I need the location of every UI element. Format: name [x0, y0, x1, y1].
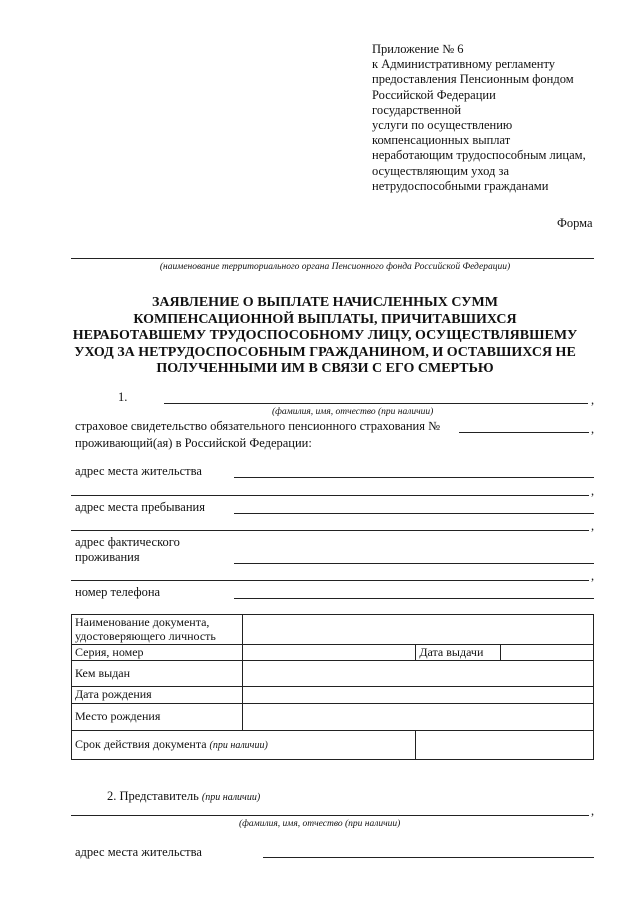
title-line: УХОД ЗА НЕТРУДОСПОСОБНЫМ ГРАЖДАНИНОМ, И ОСТАВШИХСЯ НЕ [74, 344, 576, 360]
doc-name-cell[interactable] [242, 615, 593, 645]
issued-by-cell[interactable] [242, 661, 593, 687]
birth-date-label: Дата рождения [72, 687, 243, 704]
validity-cell[interactable] [416, 731, 594, 760]
address-actual-field-2[interactable] [71, 580, 589, 581]
address-stay-field[interactable] [234, 513, 594, 514]
appendix-line: предоставления Пенсионным фондом [372, 72, 574, 87]
address-stay-field-2[interactable] [71, 530, 589, 531]
appendix-line: неработающим трудоспособным лицам, [372, 148, 586, 163]
title-line: НЕРАБОТАВШЕМУ ТРУДОСПОСОБНОМУ ЛИЦУ, ОСУЩЕСТВЛЯВШЕМУ [72, 328, 578, 343]
validity-label [72, 731, 416, 760]
representative-label [107, 789, 260, 804]
doc-name-label: Наименование документа, удостоверяющего личность [72, 615, 243, 645]
comma: , [591, 569, 595, 583]
series-cell[interactable] [242, 645, 416, 661]
phone-label: номер телефона [75, 585, 161, 599]
address-actual-label-2: проживания [75, 550, 140, 564]
comma: , [591, 519, 595, 533]
appendix-line: Российской Федерации [372, 87, 496, 102]
address-actual-field[interactable] [234, 563, 594, 564]
title-line: ПОЛУЧЕННЫМИ ИМ В СВЯЗИ С ЕГО СМЕРТЬЮ [156, 361, 494, 376]
issued-by-label: Кем выдан [72, 661, 243, 687]
table-row [72, 731, 594, 760]
table-row [72, 661, 594, 687]
comma: , [591, 422, 595, 436]
appendix-block [372, 42, 634, 194]
title-line: ЗАЯВЛЕНИЕ О ВЫПЛАТЕ НАЧИСЛЕННЫХ СУММ [152, 295, 498, 310]
residing-label: проживающий(ая) в Российской Федерации: [75, 436, 312, 450]
series-label: Серия, номер [72, 645, 243, 661]
birth-date-cell[interactable] [242, 687, 593, 704]
comma: , [591, 804, 595, 818]
appendix-line: компенсационных выплат [372, 133, 511, 148]
appendix-line: к Административному регламенту [372, 57, 556, 72]
address-residence-field-2[interactable] [71, 495, 589, 496]
comma: , [591, 393, 595, 407]
address-actual-label: адрес фактического [75, 535, 180, 549]
document-title [60, 295, 590, 378]
address-residence-field[interactable] [234, 477, 594, 478]
validity-note: (при наличии) [209, 739, 268, 751]
organ-name-field[interactable] [71, 258, 594, 259]
comma: , [591, 484, 595, 498]
birth-place-label: Место рождения [72, 704, 243, 731]
form-label: Форма [557, 216, 593, 230]
representative-text: 2. Представитель [107, 789, 199, 803]
appendix-line: услуги по осуществлению [372, 118, 513, 133]
identity-document-table [71, 614, 594, 760]
representative-address-field[interactable] [263, 857, 594, 858]
phone-field[interactable] [234, 598, 594, 599]
insurance-label: страховое свидетельство обязательного пенсионного страхования № [75, 419, 441, 433]
appendix-line: государственной [372, 102, 462, 117]
organ-name-note: (наименование территориального органа Пенсионного фонда Российской Федерации) [159, 262, 511, 272]
birth-place-cell[interactable] [242, 704, 593, 731]
address-residence-label: адрес места жительства [75, 464, 202, 478]
representative-fio-field[interactable] [71, 815, 589, 816]
issue-date-cell[interactable] [501, 645, 594, 661]
representative-fio-note: (фамилия, имя, отчество (при наличии) [239, 819, 401, 829]
table-row [72, 615, 594, 645]
table-row [72, 645, 594, 661]
validity-text: Срок действия документа [75, 736, 207, 751]
appendix-line: нетрудоспособными гражданами [372, 178, 549, 193]
fio-field[interactable] [164, 403, 588, 404]
section-1-number: 1. [118, 390, 128, 404]
insurance-number-field[interactable] [459, 432, 589, 433]
appendix-line: Приложение № 6 [372, 42, 464, 56]
table-row [72, 687, 594, 704]
issue-date-label: Дата выдачи [416, 645, 501, 661]
representative-address-label: адрес места жительства [75, 845, 202, 859]
address-stay-label: адрес места пребывания [75, 500, 205, 514]
appendix-line: осуществляющим уход за [372, 163, 509, 178]
representative-note: (при наличии) [201, 792, 261, 803]
fio-note: (фамилия, имя, отчество (при наличии) [272, 407, 434, 417]
table-row [72, 704, 594, 731]
title-line: КОМПЕНСАЦИОННОЙ ВЫПЛАТЫ, ПРИЧИТАВШИХСЯ [133, 311, 517, 327]
